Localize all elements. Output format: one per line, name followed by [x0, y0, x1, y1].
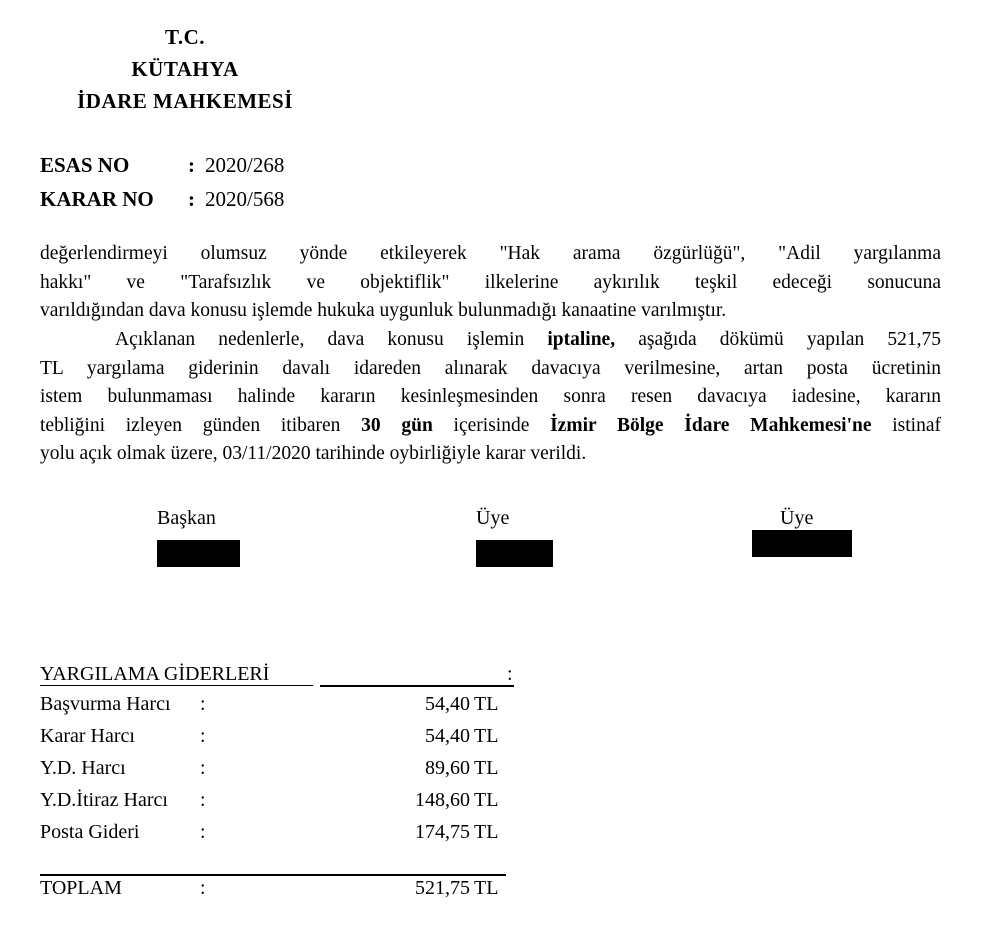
signature-member2-label: Üye — [780, 507, 814, 529]
text-line: hakkı" ve "Tarafsızlık ve objektiflik" ilkelerine aykırılık teşkil edeceği sonucuna — [40, 271, 941, 293]
esas-no-label: ESAS NO — [40, 153, 130, 177]
expense-currency: TL — [474, 757, 499, 779]
signature-member1-label: Üye — [476, 507, 510, 529]
expense-currency: TL — [474, 789, 499, 811]
redaction-bar — [157, 540, 240, 567]
expenses-title: YARGILAMA GİDERLERİ — [40, 663, 270, 685]
total-amount: 521,75 — [415, 877, 470, 899]
total-label: TOPLAM — [40, 877, 122, 899]
total-colon: : — [200, 877, 206, 899]
total-currency: TL — [474, 877, 499, 899]
expense-colon: : — [200, 821, 206, 843]
text-line: varıldığından dava konusu işlemde hukuka uygunluk bulunmadığı kanaatine varılmıştır. — [40, 300, 727, 322]
expense-currency: TL — [474, 821, 499, 843]
esas-no-value: 2020/268 — [205, 153, 285, 177]
text-span: istinaf — [871, 414, 941, 436]
expense-colon: : — [200, 725, 206, 747]
bold-appeal-court: İzmir Bölge İdare Mahkemesi'ne — [550, 414, 872, 436]
expense-label: Karar Harcı — [40, 725, 135, 747]
reasoning-paragraph — [40, 240, 941, 326]
karar-no-label: KARAR NO — [40, 187, 154, 211]
title-rule — [320, 685, 514, 687]
text-span: tebliğini izleyen günden itibaren — [40, 414, 362, 436]
karar-no-value: 2020/568 — [205, 187, 285, 211]
text-line: yolu açık olmak üzere, 03/11/2020 tarihinde oybirliğiyle karar verildi. — [40, 443, 587, 465]
text-line: değerlendirmeyi olumsuz yönde etkileyerek "Hak arama özgürlüğü", "Adil yargılanma — [40, 243, 941, 264]
expense-colon: : — [200, 693, 206, 715]
text-line — [40, 326, 941, 355]
expense-row — [40, 722, 510, 752]
expense-row — [40, 818, 510, 848]
court-header-name: İDARE MAHKEMESİ — [77, 89, 293, 113]
bold-cancellation: iptaline, — [547, 329, 616, 350]
esas-no-colon: : — [188, 153, 195, 177]
expense-row — [40, 754, 510, 784]
redaction-bar — [476, 540, 553, 567]
expense-amount: 54,40 — [425, 725, 470, 747]
expense-row — [40, 690, 510, 720]
expense-colon: : — [200, 757, 206, 779]
expense-label: Y.D.İtiraz Harcı — [40, 789, 168, 811]
text-line: istem bulunmaması halinde kararın kesinleşmesinden sonra resen davacıya iadesine, kararın — [40, 386, 941, 408]
redaction-bar — [752, 530, 852, 557]
expense-amount: 174,75 — [415, 821, 470, 843]
expense-label: Posta Gideri — [40, 821, 140, 843]
expense-amount: 148,60 — [415, 789, 470, 811]
text-line: TL yargılama giderinin davalı idareden alınarak davacıya verilmesine, artan posta ücretinin — [40, 357, 941, 379]
expense-label: Y.D. Harcı — [40, 757, 126, 779]
title-underline — [40, 685, 313, 686]
total-row — [40, 874, 510, 904]
verdict-paragraph — [40, 326, 941, 469]
text-span: içerisinde — [432, 414, 551, 436]
expense-amount: 89,60 — [425, 757, 470, 779]
expense-currency: TL — [474, 725, 499, 747]
signature-president-label: Başkan — [157, 507, 216, 529]
karar-no-colon: : — [188, 187, 195, 211]
expenses-title-colon: : — [507, 663, 513, 685]
court-header-tc: T.C. — [164, 25, 206, 49]
expense-currency: TL — [474, 693, 499, 715]
text-line — [40, 412, 941, 441]
bold-deadline: 30 gün — [361, 414, 433, 436]
expense-row — [40, 786, 510, 816]
expense-colon: : — [200, 789, 206, 811]
text-span: aşağıda dökümü yapılan 521,75 — [615, 329, 941, 350]
court-header-city: KÜTAHYA — [131, 57, 239, 81]
text-span: Açıklanan nedenlerle, dava konusu işlemin — [115, 329, 548, 350]
expense-label: Başvurma Harcı — [40, 693, 171, 715]
expense-amount: 54,40 — [425, 693, 470, 715]
